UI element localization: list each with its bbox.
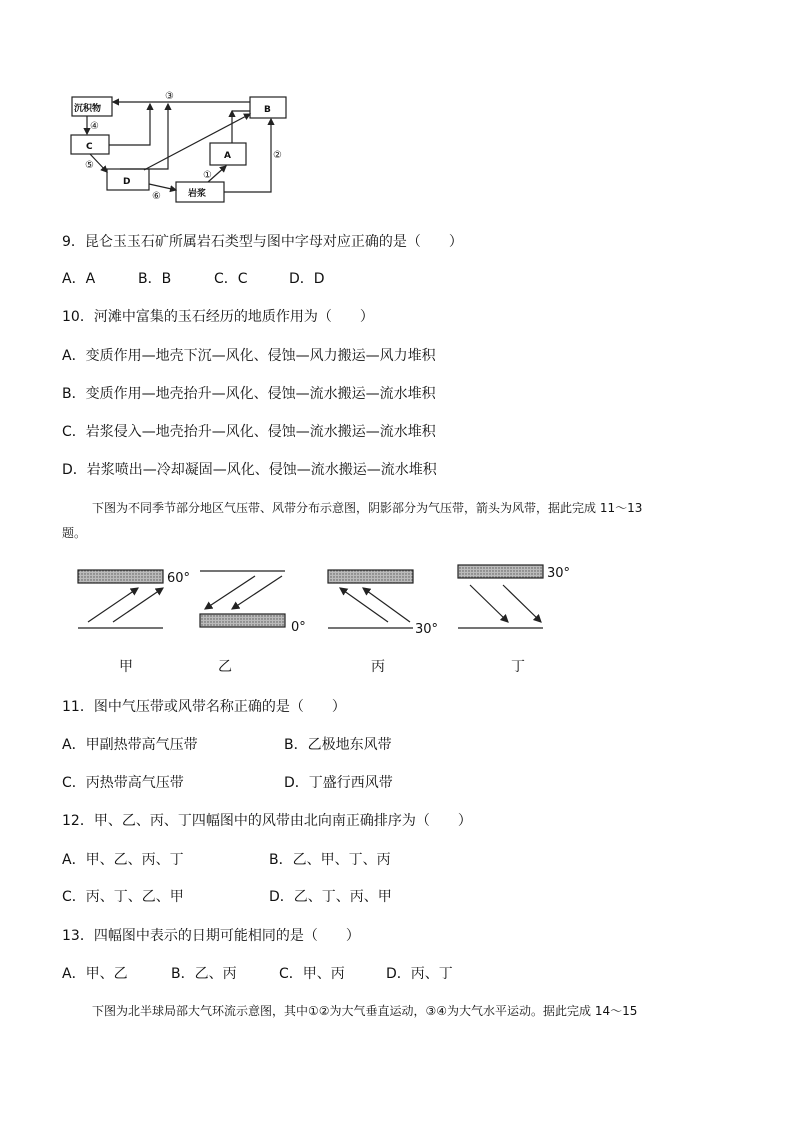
q10-stem: 10．河滩中富集的玉石经历的地质作用为（ ） <box>62 309 374 325</box>
c-label: C <box>86 142 93 152</box>
q10-option-b[interactable]: B．变质作用—地壳抬升—风化、侵蚀—流水搬运—流水堆积 <box>62 386 436 402</box>
q9-option-d[interactable]: D．D <box>289 271 325 287</box>
process-2: ② <box>273 150 282 161</box>
b-label: B <box>264 105 271 115</box>
bing-latitude: 30° <box>415 622 439 637</box>
q12-option-a[interactable]: A．甲、乙、丙、丁 <box>62 852 184 868</box>
q12-option-d[interactable]: D．乙、丁、丙、甲 <box>269 889 392 905</box>
process-5: ⑤ <box>85 160 94 171</box>
q10-option-a[interactable]: A．变质作用—地壳下沉—风化、侵蚀—风力搬运—风力堆积 <box>62 348 436 364</box>
q11-option-b[interactable]: B．乙极地东风带 <box>284 737 392 753</box>
process-4: ④ <box>90 121 99 132</box>
rock-cycle-diagram <box>60 90 300 210</box>
pressure-wind-belt-diagram <box>60 558 600 683</box>
q11-stem: 11．图中气压带或风带名称正确的是（ ） <box>62 699 346 715</box>
q13-option-c[interactable]: C．甲、丙 <box>279 966 345 982</box>
yi-latitude: 0° <box>291 620 306 635</box>
process-3: ③ <box>165 91 174 102</box>
q9-stem: 9．昆仑玉玉石矿所属岩石类型与图中字母对应正确的是（ ） <box>62 234 463 250</box>
process-1: ① <box>203 170 212 181</box>
q10-option-d[interactable]: D．岩浆喷出—冷却凝固—风化、侵蚀—流水搬运—流水堆积 <box>62 462 437 478</box>
jia-latitude: 60° <box>167 571 191 586</box>
q12-stem: 12．甲、乙、丙、丁四幅图中的风带由北向南正确排序为（ ） <box>62 813 472 829</box>
intro-11-13-line1: 下图为不同季节部分地区气压带、风带分布示意图，阴影部分为气压带，箭头为风带，据此完成 11～13 <box>92 501 643 515</box>
magma-label: 岩浆 <box>188 189 207 199</box>
bing-caption: 丙 <box>371 659 385 675</box>
q11-option-c[interactable]: C．丙热带高气压带 <box>62 775 184 791</box>
q12-option-c[interactable]: C．丙、丁、乙、甲 <box>62 889 184 905</box>
jia-caption: 甲 <box>119 659 133 675</box>
q9-option-a[interactable]: A．A <box>62 271 96 287</box>
q13-option-d[interactable]: D．丙、丁 <box>386 966 453 982</box>
q9-option-c[interactable]: C．C <box>214 271 248 287</box>
ding-caption: 丁 <box>511 659 525 675</box>
q12-option-b[interactable]: B．乙、甲、丁、丙 <box>269 852 391 868</box>
ding-latitude: 30° <box>547 566 571 581</box>
jia-pressure-belt <box>78 570 163 583</box>
intro-11-13-line2: 题。 <box>62 526 87 540</box>
q13-stem: 13．四幅图中表示的日期可能相同的是（ ） <box>62 928 360 944</box>
q13-option-a[interactable]: A．甲、乙 <box>62 966 128 982</box>
q11-option-a[interactable]: A．甲副热带高气压带 <box>62 737 198 753</box>
q9-option-b[interactable]: B．B <box>138 271 172 287</box>
q11-option-d[interactable]: D．丁盛行西风带 <box>284 775 393 791</box>
process-6: ⑥ <box>152 191 161 202</box>
q13-option-b[interactable]: B．乙、丙 <box>171 966 237 982</box>
bing-pressure-belt <box>328 570 413 583</box>
yi-caption: 乙 <box>218 659 232 675</box>
a-label: A <box>224 151 231 161</box>
d-label: D <box>123 177 131 187</box>
sediment-label: 沉积物 <box>74 104 102 114</box>
yi-pressure-belt <box>200 614 285 627</box>
q10-option-c[interactable]: C．岩浆侵入—地壳抬升—风化、侵蚀—流水搬运—流水堆积 <box>62 424 436 440</box>
intro-14-15-line1: 下图为北半球局部大气环流示意图，其中①②为大气垂直运动，③④为大气水平运动。据此完成 14～15 <box>92 1004 638 1018</box>
ding-pressure-belt <box>458 565 543 578</box>
